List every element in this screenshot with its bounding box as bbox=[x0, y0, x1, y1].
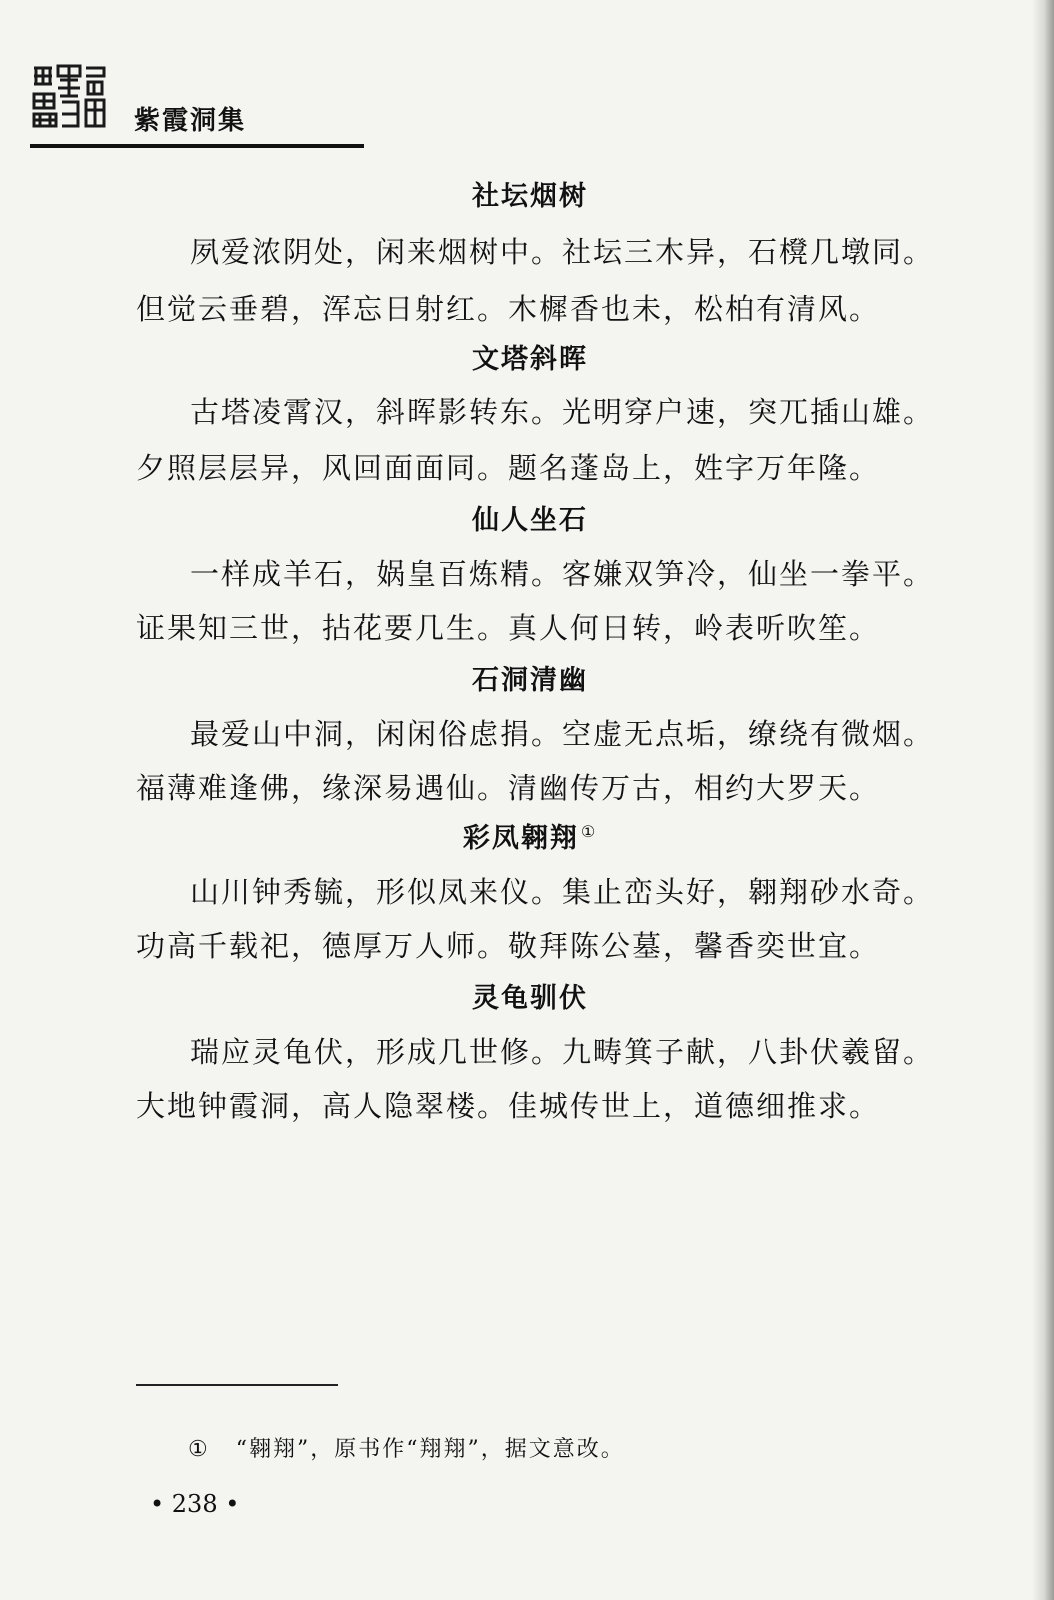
footnote-marker: ① bbox=[580, 822, 598, 841]
poem-line: 夕照层层异，风回面面同。题名蓬岛上，姓字万年隆。 bbox=[136, 451, 881, 485]
seal-stamp-icon bbox=[30, 62, 110, 132]
poem-line: 功高千载祀，德厚万人师。敬拜陈公墓，馨香奕世宜。 bbox=[136, 929, 881, 963]
poem-line: 山川钟秀毓，形似凤来仪。集止峦头好，翱翔砂水奇。 bbox=[190, 875, 935, 909]
page-edge-shadow bbox=[1032, 0, 1054, 1600]
footnote-number: ① bbox=[188, 1437, 210, 1462]
poem-title: 彩凤翱翔 ① bbox=[462, 822, 598, 854]
poem-line: 福薄难逢佛，缘深易遇仙。清幽传万古，相约大罗天。 bbox=[136, 771, 881, 805]
poem-line: 一样成羊石，娲皇百炼精。客嫌双笋冷，仙坐一拳平。 bbox=[190, 557, 935, 591]
poem-line: 大地钟霞洞，高人隐翠楼。佳城传世上，道德细推求。 bbox=[136, 1089, 881, 1123]
poem-line: 但觉云垂碧，浑忘日射红。木樨香也未，松柏有清风。 bbox=[136, 292, 881, 326]
poem-line: 瑞应灵龟伏，形成几世修。九畴箕子献，八卦伏羲留。 bbox=[190, 1035, 935, 1069]
poem-line: 夙爱浓阴处，闲来烟树中。社坛三木异，石櫈几墩同。 bbox=[190, 235, 935, 269]
poem-line: 古塔凌霄汉，斜晖影转东。光明穿户速，突兀插山雄。 bbox=[190, 395, 935, 429]
poem-line: 最爱山中洞，闲闲俗虑捐。空虚无点垢，缭绕有微烟。 bbox=[190, 717, 935, 751]
poem-title: 社坛烟树 bbox=[472, 181, 588, 212]
footnote-rule bbox=[136, 1384, 338, 1386]
footnote-text: “翱翔”，原书作“翔翔”，据文意改。 bbox=[235, 1437, 625, 1462]
header-rule bbox=[30, 144, 364, 148]
poem-title: 仙人坐石 bbox=[472, 505, 588, 536]
page-number: • 238 • bbox=[150, 1490, 240, 1518]
poem-title: 石洞清幽 bbox=[472, 665, 588, 696]
footnote bbox=[188, 1432, 625, 1463]
running-title: 紫霞洞集 bbox=[134, 106, 247, 136]
poem-line: 证果知三世，拈花要几生。真人何日转，岭表听吹笙。 bbox=[136, 611, 881, 645]
poem-title: 灵龟驯伏 bbox=[472, 983, 588, 1014]
poem-title: 文塔斜晖 bbox=[472, 344, 588, 375]
